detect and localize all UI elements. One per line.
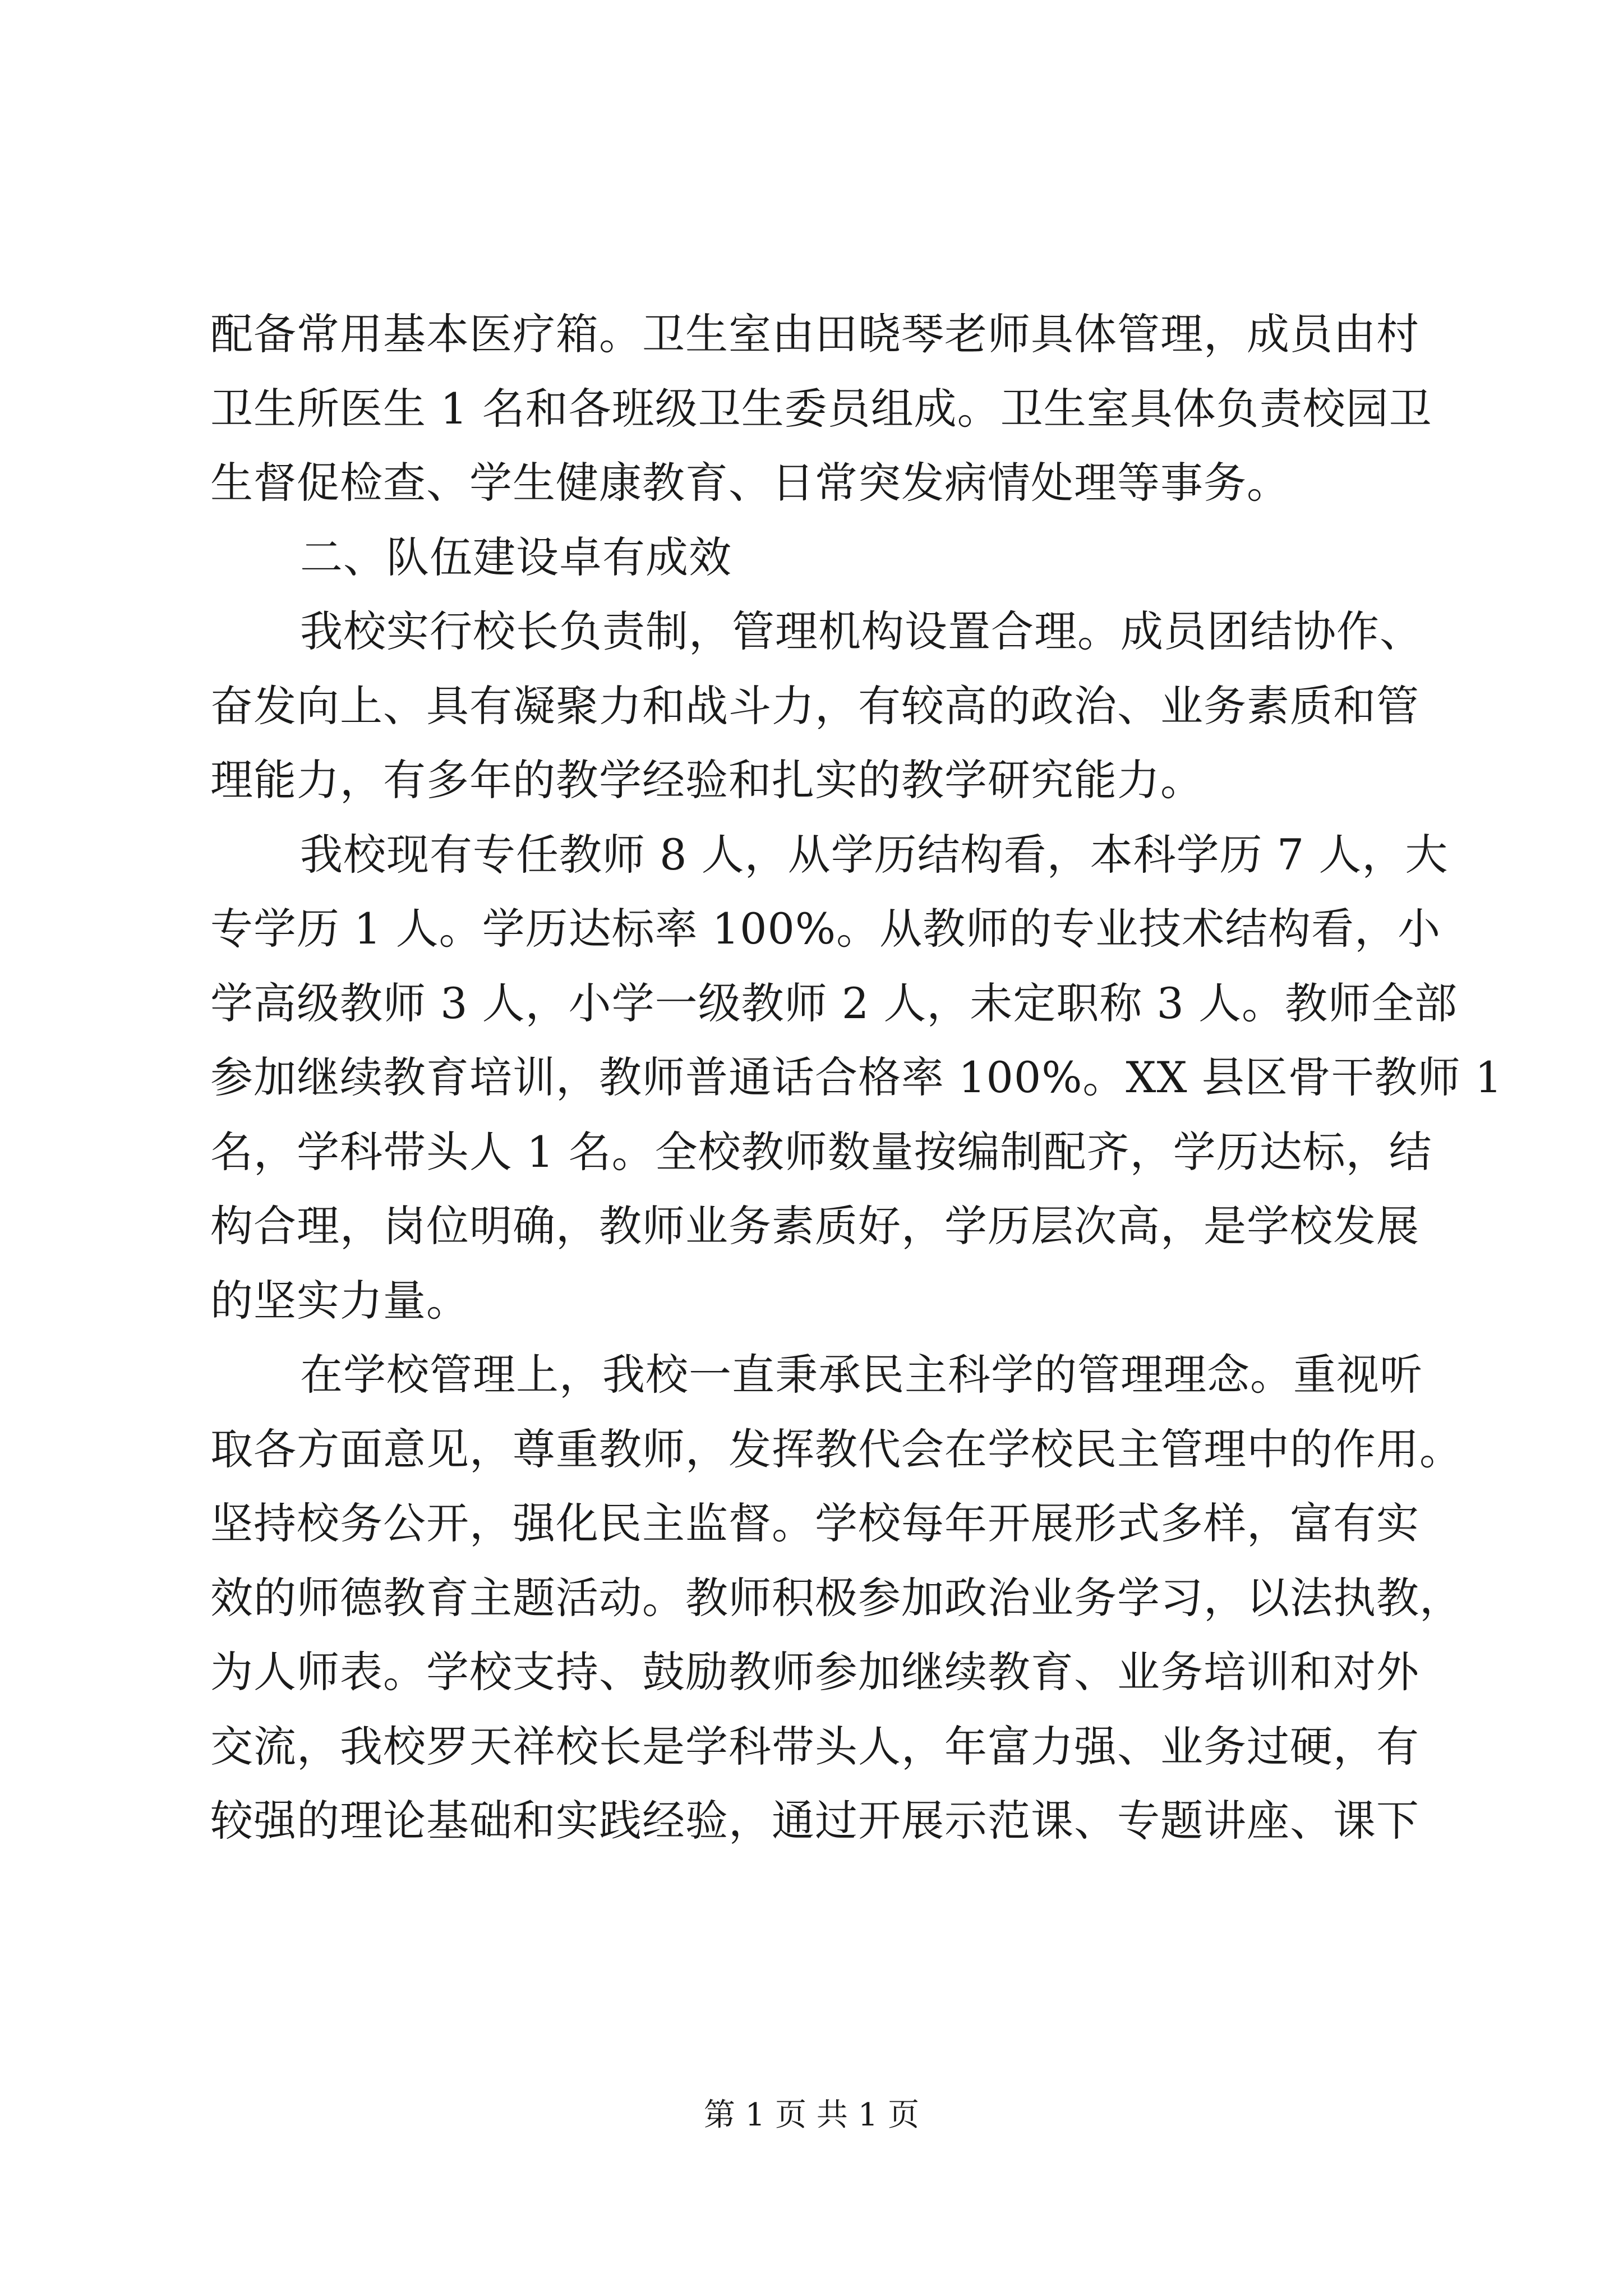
paragraph-start-line: 在学校管理上，我校一直秉承民主科学的管理理念。重视听 bbox=[300, 1350, 1423, 1400]
body-line: 的坚实力量。 bbox=[210, 1275, 469, 1326]
page-number-footer: 第 1 页 共 1 页 bbox=[703, 2097, 920, 2133]
body-line: 构合理，岗位明确，教师业务素质好，学历层次高，是学校发展 bbox=[210, 1201, 1419, 1251]
body-line: 效的师德教育主题活动。教师积极参加政治业务学习，以法执教， bbox=[210, 1572, 1463, 1623]
body-line: 学高级教师 3 人，小学一级教师 2 人，未定职称 3 人。教师全部 bbox=[210, 978, 1458, 1028]
body-line: 较强的理论基础和实践经验，通过开展示范课、专题讲座、课下 bbox=[210, 1796, 1419, 1846]
paragraph-start-line: 我校现有专任教师 8 人，从学历结构看，本科学历 7 人，大 bbox=[300, 829, 1449, 880]
body-line: 取各方面意见，尊重教师，发挥教代会在学校民主管理中的作用。 bbox=[210, 1424, 1463, 1474]
body-line: 专学历 1 人。学历达标率 100%。从教师的专业技术结构看，小 bbox=[210, 904, 1441, 954]
body-line: 为人师表。学校支持、鼓励教师参加继续教育、业务培训和对外 bbox=[210, 1647, 1419, 1697]
section-heading: 二、队伍建设卓有成效 bbox=[300, 532, 732, 582]
paragraph-start-line: 我校实行校长负责制，管理机构设置合理。成员团结协作、 bbox=[300, 606, 1423, 656]
body-line: 配备常用基本医疗箱。卫生室由田晓琴老师具体管理，成员由村 bbox=[210, 309, 1419, 359]
body-line: 卫生所医生 1 名和各班级卫生委员组成。卫生室具体负责校园卫 bbox=[210, 383, 1432, 434]
body-line: 坚持校务公开，强化民主监督。学校每年开展形式多样，富有实 bbox=[210, 1498, 1419, 1548]
body-line: 奋发向上、具有凝聚力和战斗力，有较高的政治、业务素质和管 bbox=[210, 680, 1419, 731]
body-line: 理能力，有多年的教学经验和扎实的教学研究能力。 bbox=[210, 755, 1204, 805]
body-line: 交流，我校罗天祥校长是学科带头人，年富力强、业务过硬，有 bbox=[210, 1721, 1419, 1772]
body-line: 名，学科带头人 1 名。全校教师数量按编制配齐，学历达标，结 bbox=[210, 1126, 1432, 1177]
body-line: 生督促检查、学生健康教育、日常突发病情处理等事务。 bbox=[210, 458, 1290, 508]
body-line: 参加继续教育培训，教师普通话合格率 100%。XX 县区骨干教师 1 bbox=[210, 1052, 1503, 1102]
document-body bbox=[210, 297, 1503, 1858]
